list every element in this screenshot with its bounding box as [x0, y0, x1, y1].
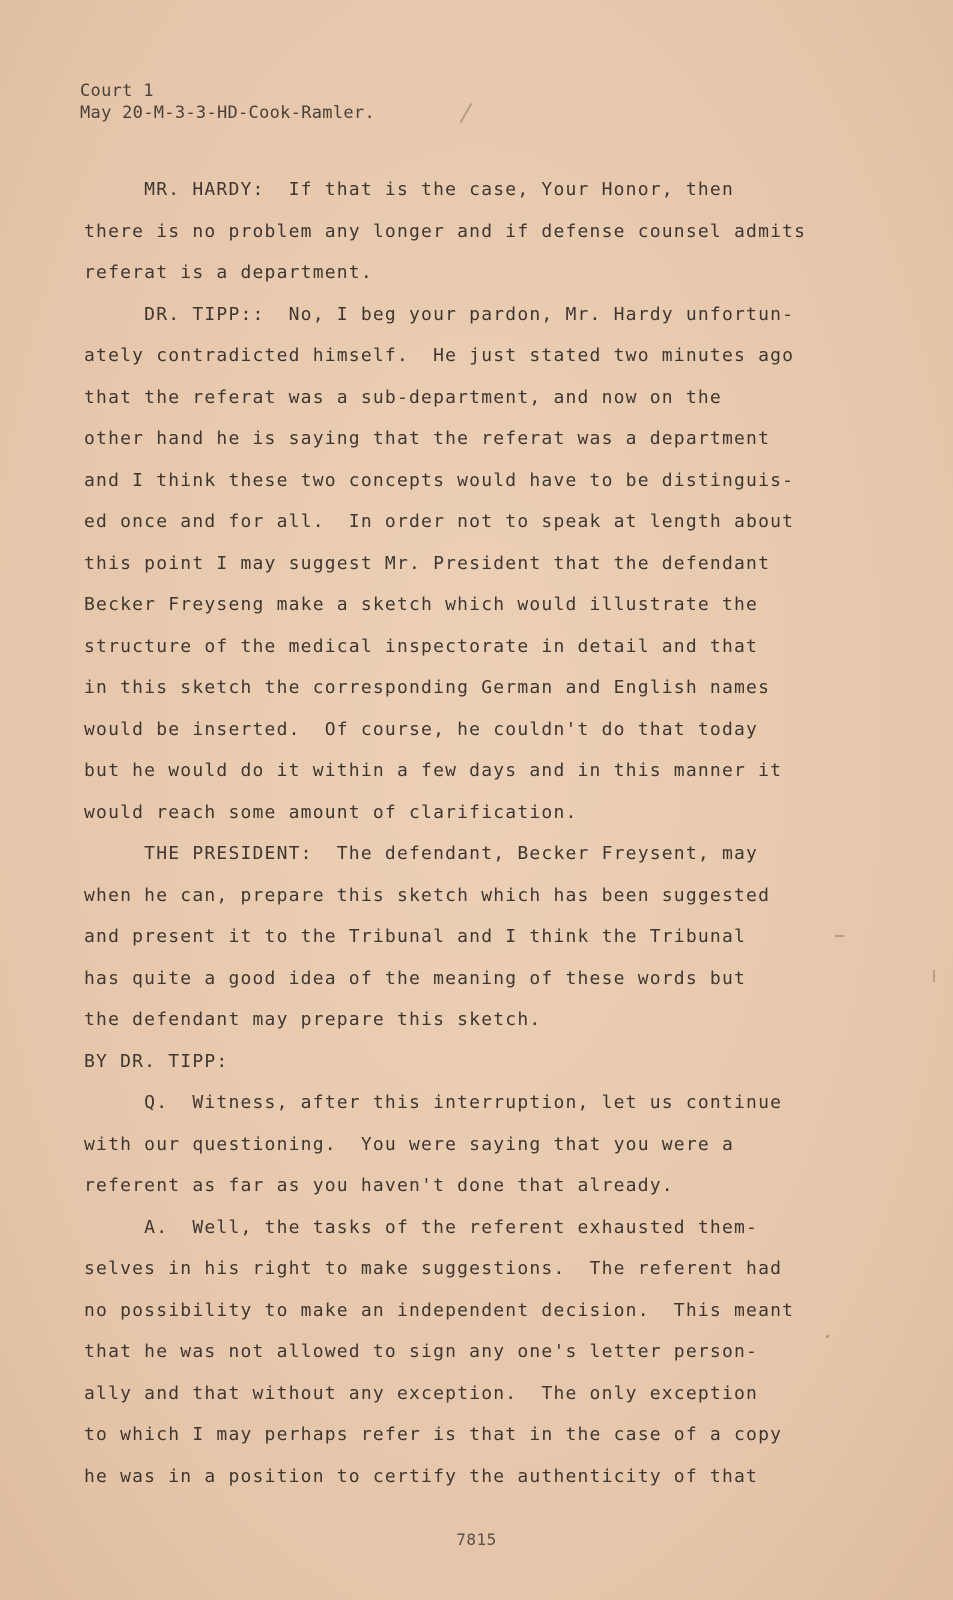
transcript-line: THE PRESIDENT: The defendant, Becker Freysent, may: [84, 843, 759, 864]
transcript-line: BY DR. TIPP:: [84, 1050, 229, 1072]
transcript-line: with our questioning. You were saying that you were a: [84, 1133, 734, 1155]
transcript-line: referat is a department.: [84, 262, 373, 283]
transcript-line: he was in a position to certify the authenticity of that: [84, 1465, 759, 1487]
transcript-line: selves in his right to make suggestions. The referent had: [84, 1258, 783, 1279]
transcript-body: [84, 178, 824, 1506]
transcript-line: the defendant may prepare this sketch.: [84, 1009, 542, 1030]
page-number: 7815: [456, 1530, 497, 1549]
transcript-line: that he was not allowed to sign any one's letter person-: [84, 1341, 759, 1362]
document-header: [80, 80, 375, 124]
transcript-line: other hand he is saying that the referat was a department: [84, 428, 771, 449]
transcript-line: that the referat was a sub-department, and now on the: [84, 386, 722, 408]
transcript-line: in this sketch the corresponding German and English names: [84, 677, 771, 698]
transcript-line: and I think these two concepts would have to be distinguis-: [84, 469, 795, 491]
transcript-line: would be inserted. Of course, he couldn't do that today: [84, 718, 759, 740]
transcript-line: to which I may perhaps refer is that in the case of a copy: [84, 1424, 783, 1445]
transcript-line: Becker Freyseng make a sketch which would illustrate the: [84, 594, 759, 615]
court-label: Court 1: [80, 81, 154, 101]
transcript-line: Q. Witness, after this interruption, let us continue: [84, 1092, 783, 1113]
transcript-line: ately contradicted himself. He just stated two minutes ago: [84, 345, 795, 366]
transcript-line: no possibility to make an independent decision. This meant: [84, 1299, 795, 1321]
transcript-line: has quite a good idea of the meaning of these words but: [84, 967, 747, 989]
transcript-line: ed once and for all. In order not to speak at length about: [84, 511, 795, 532]
transcript-line: structure of the medical inspectorate in detail and that: [84, 635, 759, 657]
transcript-line: A. Well, the tasks of the referent exhausted them-: [84, 1216, 759, 1238]
transcript-line: there is no problem any longer and if defense counsel admits: [84, 220, 807, 242]
transcript-line: would reach some amount of clarification.: [84, 801, 578, 823]
transcript-line: referent as far as you haven't done that already.: [84, 1175, 674, 1196]
transcript-line: when he can, prepare this sketch which has been suggested: [84, 884, 771, 906]
transcript-line: MR. HARDY: If that is the case, Your Honor, then: [84, 179, 734, 200]
paper-speck: [933, 970, 935, 982]
paper-speck: [460, 103, 473, 123]
transcript-line: ally and that without any exception. The only exception: [84, 1382, 759, 1404]
paper-speck: [835, 935, 844, 937]
transcript-line: this point I may suggest Mr. President that the defendant: [84, 552, 771, 574]
paper-speck: [826, 1335, 829, 1338]
transcript-line: but he would do it within a few days and in this manner it: [84, 760, 783, 781]
session-reference: May 20-M-3-3-HD-Cook-Ramler.: [80, 103, 375, 123]
transcript-line: DR. TIPP:: No, I beg your pardon, Mr. Hardy unfortun-: [84, 303, 795, 325]
transcript-line: and present it to the Tribunal and I think the Tribunal: [84, 926, 747, 947]
